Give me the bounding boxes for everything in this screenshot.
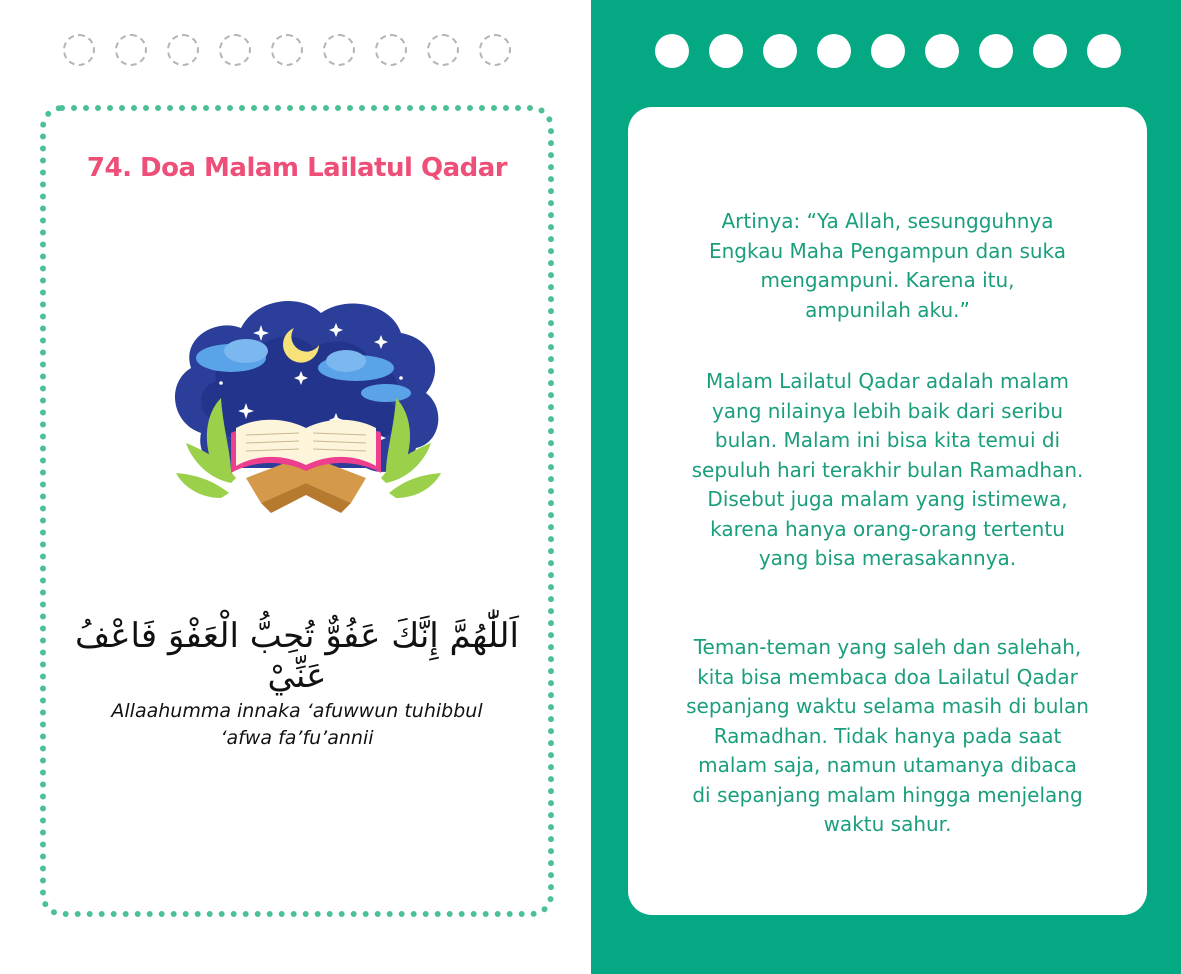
explanation-paragraph xyxy=(667,367,1108,574)
paragraph-line: yang bisa merasakannya. xyxy=(758,546,1017,570)
binding-hole xyxy=(167,34,199,66)
explanation-card xyxy=(628,107,1147,915)
paragraph-line: malam saja, namun utamanya dibaca xyxy=(698,753,1077,777)
binding-hole xyxy=(709,34,743,68)
binding-hole xyxy=(1087,34,1121,68)
paragraph-line: yang nilainya lebih baik dari seribu xyxy=(711,398,1064,423)
binding-hole xyxy=(115,34,147,66)
paragraph-line: ampunilah aku.” xyxy=(805,297,970,322)
paragraph-line: sepuluh hari terakhir bulan Ramadhan. xyxy=(691,457,1084,482)
binding-hole xyxy=(925,34,959,68)
latin-transliteration xyxy=(86,698,508,752)
prayer-title: 74. Doa Malam Lailatul Qadar xyxy=(86,153,508,183)
paragraph-line: Teman-teman yang saleh dan salehah, xyxy=(693,635,1082,659)
paragraph-line: karena hanya orang-orang tertentu xyxy=(710,516,1065,541)
transliteration-line: Allaahumma innaka ‘afuwwun tuhibbul xyxy=(111,700,483,722)
quran-night-sky-icon xyxy=(161,283,451,523)
paragraph-line: Artinya: “Ya Allah, sesungguhnya xyxy=(721,209,1054,233)
binding-hole xyxy=(1033,34,1067,68)
prayer-card xyxy=(40,105,554,917)
binding-hole xyxy=(979,34,1013,68)
paragraph-line: di sepanjang malam hingga menjelang xyxy=(692,782,1083,807)
arabic-prayer-text: اَللّٰهُمَّ إِنَّكَ عَفُوٌّ تُحِبُّ الْعَفْوَ فَاعْفُ عَنِّيْ xyxy=(75,616,519,696)
paragraph-line: Engkau Maha Pengampun dan suka xyxy=(708,238,1067,263)
translation-paragraph xyxy=(667,207,1108,325)
paragraph-line: waktu sahur. xyxy=(823,812,952,836)
explanation-card-body xyxy=(639,118,1136,904)
binding-hole xyxy=(219,34,251,66)
binding-hole xyxy=(323,34,355,66)
advice-paragraph xyxy=(667,633,1108,840)
binding-hole xyxy=(655,34,689,68)
paragraph-line: mengampuni. Karena itu, xyxy=(760,268,1015,292)
binding-hole xyxy=(817,34,851,68)
binding-hole xyxy=(763,34,797,68)
paragraph-line: Malam Lailatul Qadar adalah malam xyxy=(706,369,1069,393)
transliteration-line: ‘afwa fa’fu’annii xyxy=(220,727,374,749)
binding-hole xyxy=(63,34,95,66)
binding-holes-left xyxy=(63,34,511,68)
binding-hole xyxy=(271,34,303,66)
paragraph-line: sepanjang waktu selama masih di bulan xyxy=(686,694,1089,718)
paragraph-line: bulan. Malam ini bisa kita temui di xyxy=(714,428,1061,452)
binding-hole xyxy=(479,34,511,66)
paragraph-line: kita bisa membaca doa Lailatul Qadar xyxy=(697,664,1078,689)
paragraph-line: Ramadhan. Tidak hanya pada saat xyxy=(713,723,1062,748)
binding-hole xyxy=(427,34,459,66)
paragraph-line: Disebut juga malam yang istimewa, xyxy=(707,487,1068,511)
binding-holes-right xyxy=(655,34,1121,68)
binding-hole xyxy=(375,34,407,66)
binding-hole xyxy=(871,34,905,68)
